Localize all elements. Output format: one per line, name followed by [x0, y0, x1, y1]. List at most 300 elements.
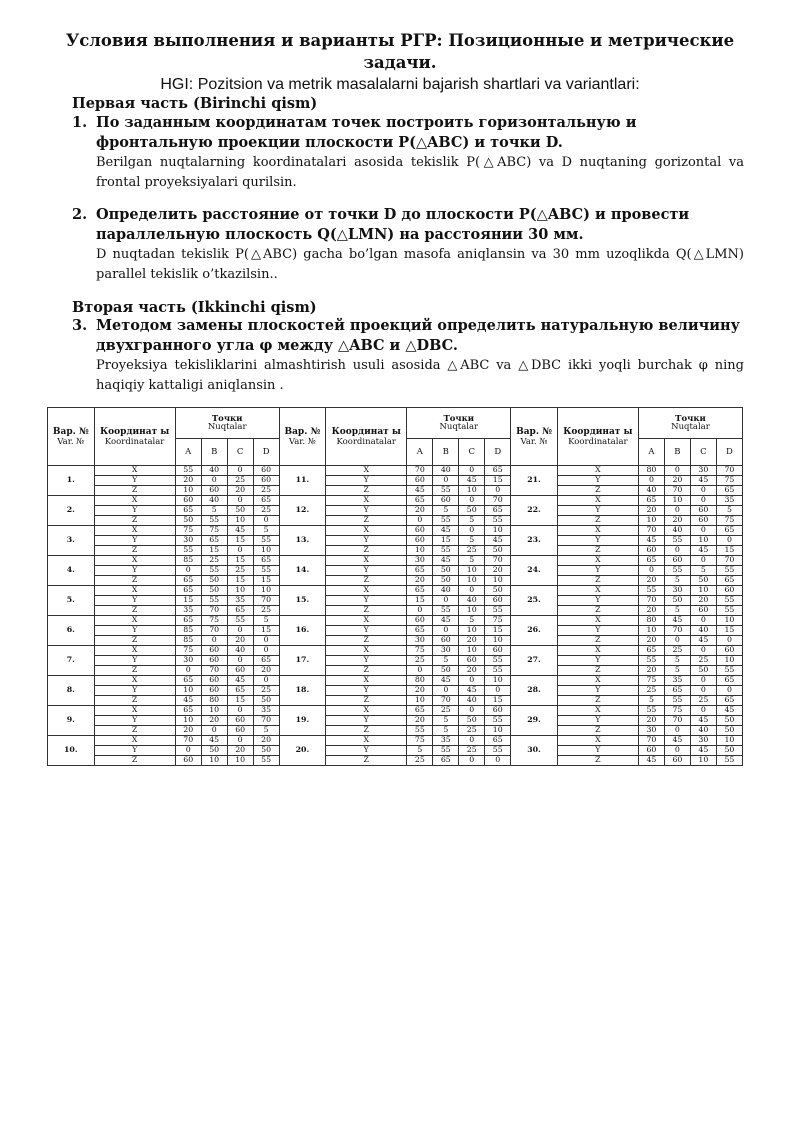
coord-cell: 10 [716, 656, 742, 666]
coord-cell: 0 [690, 706, 716, 716]
coord-cell: 0 [407, 666, 433, 676]
coord-cell: 70 [175, 736, 201, 746]
axis-label: Y [326, 566, 407, 576]
coord-cell: 0 [175, 666, 201, 676]
coord-cell: 60 [201, 686, 227, 696]
coord-cell: 60 [201, 486, 227, 496]
coord-cell: 35 [716, 496, 742, 506]
coord-cell: 65 [433, 756, 459, 766]
coord-cell: 70 [716, 466, 742, 476]
coord-cell: 60 [485, 646, 511, 656]
coord-cell: 40 [201, 466, 227, 476]
coord-cell: 10 [716, 616, 742, 626]
coord-cell: 10 [664, 496, 690, 506]
coord-cell: 50 [433, 576, 459, 586]
header-point-col: A [638, 439, 664, 466]
coord-cell: 0 [485, 686, 511, 696]
coord-cell: 55 [485, 716, 511, 726]
coord-cell: 15 [407, 596, 433, 606]
task-number: 2. [72, 206, 88, 223]
coord-cell: 80 [201, 696, 227, 706]
coord-cell: 15 [227, 696, 253, 706]
coord-cell: 85 [175, 626, 201, 636]
coord-cell: 25 [407, 656, 433, 666]
axis-label: X [94, 496, 175, 506]
coord-cell: 0 [253, 636, 279, 646]
coord-cell: 70 [638, 736, 664, 746]
coord-cell: 5 [433, 656, 459, 666]
coord-cell: 45 [175, 696, 201, 706]
coord-cell: 55 [253, 566, 279, 576]
task-text-ru: По заданным координатам точек построить горизонтальную и фронтальную проекции плоскости P(△ABC) и точки D. [96, 114, 637, 151]
coord-cell: 45 [459, 476, 485, 486]
coord-cell: 60 [407, 526, 433, 536]
task-text-uz: Berilgan nuqtalarning koordinatalari asosida tekislik P(△ABC) va D nuqtaning gorizontal va frontal proyeksiyalari qurilsin. [96, 155, 744, 190]
task-text-uz: D nuqtadan tekislik P(△ABC) gacha bo’lgan masofa aniqlansin va 30 mm uzoqlikda Q(△LMN) parallel tekislik o’tkazilsin.. [96, 247, 744, 282]
coord-cell: 60 [638, 746, 664, 756]
variant-number: 28. [511, 676, 558, 706]
coord-cell: 45 [690, 716, 716, 726]
coord-cell: 20 [175, 726, 201, 736]
coord-cell: 60 [664, 556, 690, 566]
coord-cell: 60 [664, 756, 690, 766]
coord-cell: 45 [638, 536, 664, 546]
coord-cell: 45 [690, 636, 716, 646]
coord-cell: 5 [716, 506, 742, 516]
coord-cell: 45 [485, 536, 511, 546]
coord-cell: 65 [485, 506, 511, 516]
coord-cell: 15 [716, 546, 742, 556]
coord-cell: 35 [175, 606, 201, 616]
coord-cell: 65 [175, 616, 201, 626]
coord-cell: 45 [407, 486, 433, 496]
coord-cell: 65 [407, 626, 433, 636]
coord-cell: 55 [433, 606, 459, 616]
coord-cell: 55 [253, 756, 279, 766]
coord-cell: 20 [407, 686, 433, 696]
coord-cell: 60 [485, 706, 511, 716]
coord-cell: 10 [638, 626, 664, 636]
variant-number: 1. [48, 466, 95, 496]
axis-label: X [326, 556, 407, 566]
coord-cell: 5 [459, 536, 485, 546]
variant-number: 24. [511, 556, 558, 586]
variants-table [47, 407, 743, 766]
coord-cell: 10 [201, 756, 227, 766]
axis-label: Y [557, 536, 638, 546]
coord-cell: 55 [433, 486, 459, 496]
coord-cell: 70 [664, 486, 690, 496]
coord-cell: 55 [716, 566, 742, 576]
coord-cell: 30 [175, 656, 201, 666]
coord-cell: 55 [433, 546, 459, 556]
variant-number: 10. [48, 736, 95, 766]
coord-cell: 60 [227, 716, 253, 726]
axis-label: X [94, 556, 175, 566]
coord-cell: 60 [690, 506, 716, 516]
axis-label: Z [326, 486, 407, 496]
header-points: Точки Nuqtalar [407, 408, 511, 439]
coord-cell: 45 [201, 736, 227, 746]
coord-cell: 10 [485, 726, 511, 736]
coord-cell: 45 [690, 746, 716, 756]
coord-cell: 0 [227, 706, 253, 716]
coord-cell: 50 [716, 726, 742, 736]
coord-cell: 15 [485, 476, 511, 486]
coord-cell: 75 [716, 516, 742, 526]
header-point-col: D [485, 439, 511, 466]
coord-cell: 10 [690, 536, 716, 546]
coord-cell: 10 [175, 716, 201, 726]
coord-cell: 60 [407, 616, 433, 626]
variant-number: 18. [279, 676, 326, 706]
coord-cell: 55 [716, 666, 742, 676]
variant-number: 17. [279, 646, 326, 676]
coord-cell: 5 [433, 726, 459, 736]
coord-cell: 75 [407, 646, 433, 656]
coord-cell: 0 [459, 586, 485, 596]
axis-label: Z [557, 486, 638, 496]
coord-cell: 60 [407, 476, 433, 486]
axis-label: Y [557, 566, 638, 576]
coord-cell: 70 [253, 596, 279, 606]
coord-cell: 0 [690, 526, 716, 536]
axis-label: X [326, 676, 407, 686]
coord-cell: 40 [433, 466, 459, 476]
coord-cell: 0 [690, 686, 716, 696]
variant-number: 29. [511, 706, 558, 736]
coord-cell: 75 [201, 616, 227, 626]
coord-cell: 55 [175, 546, 201, 556]
coord-cell: 70 [201, 606, 227, 616]
coord-cell: 30 [690, 736, 716, 746]
axis-label: Z [557, 636, 638, 646]
coord-cell: 85 [175, 636, 201, 646]
axis-label: X [326, 646, 407, 656]
coord-cell: 15 [253, 576, 279, 586]
axis-label: Z [326, 636, 407, 646]
coord-cell: 10 [407, 696, 433, 706]
axis-label: Z [326, 666, 407, 676]
coord-cell: 55 [485, 746, 511, 756]
coord-cell: 0 [485, 486, 511, 496]
coord-cell: 5 [459, 516, 485, 526]
variant-number: 4. [48, 556, 95, 586]
coord-cell: 55 [433, 746, 459, 756]
coord-cell: 25 [201, 556, 227, 566]
coord-cell: 5 [433, 716, 459, 726]
coord-cell: 40 [690, 626, 716, 636]
axis-label: Y [94, 686, 175, 696]
coord-cell: 0 [690, 646, 716, 656]
axis-label: X [326, 466, 407, 476]
coord-cell: 50 [690, 576, 716, 586]
header-variant: Вар. № Var. № [48, 408, 95, 466]
coord-cell: 30 [407, 556, 433, 566]
axis-label: X [326, 706, 407, 716]
task-1 [72, 113, 744, 193]
task-text-uz: Proyeksiya tekisliklarini almashtirish usuli asosida △ABC va △DBC ikki yoqli burchak φ ning haqiqiy kattaligi aniqlansin . [96, 358, 744, 393]
coord-cell: 55 [227, 616, 253, 626]
axis-label: Z [557, 666, 638, 676]
coord-cell: 0 [690, 616, 716, 626]
coord-cell: 40 [664, 526, 690, 536]
coord-cell: 0 [459, 736, 485, 746]
axis-label: Z [94, 726, 175, 736]
coord-cell: 45 [716, 706, 742, 716]
axis-label: X [94, 616, 175, 626]
coord-cell: 0 [407, 606, 433, 616]
axis-label: X [94, 676, 175, 686]
coord-cell: 60 [433, 496, 459, 506]
coord-cell: 40 [433, 586, 459, 596]
coord-cell: 50 [716, 746, 742, 756]
coord-cell: 45 [433, 556, 459, 566]
coord-cell: 20 [638, 716, 664, 726]
axis-label: Z [326, 756, 407, 766]
coord-cell: 70 [664, 716, 690, 726]
axis-label: Y [326, 476, 407, 486]
coord-cell: 10 [253, 586, 279, 596]
coord-cell: 70 [201, 666, 227, 676]
variant-number: 14. [279, 556, 326, 586]
coord-cell: 0 [433, 686, 459, 696]
coord-cell: 65 [407, 706, 433, 716]
coord-cell: 35 [253, 706, 279, 716]
coord-cell: 0 [459, 756, 485, 766]
coord-cell: 70 [253, 716, 279, 726]
axis-label: Y [326, 656, 407, 666]
coord-cell: 65 [716, 696, 742, 706]
coord-cell: 25 [227, 566, 253, 576]
axis-label: Y [326, 536, 407, 546]
axis-label: X [326, 616, 407, 626]
variant-number: 23. [511, 526, 558, 556]
coord-cell: 60 [175, 496, 201, 506]
variant-number: 7. [48, 646, 95, 676]
coord-cell: 40 [638, 486, 664, 496]
axis-label: Y [326, 626, 407, 636]
axis-label: Y [94, 746, 175, 756]
coord-cell: 70 [407, 466, 433, 476]
coord-cell: 10 [459, 566, 485, 576]
axis-label: Y [94, 716, 175, 726]
axis-label: Y [557, 596, 638, 606]
coord-cell: 0 [433, 476, 459, 486]
coord-cell: 0 [664, 546, 690, 556]
axis-label: Z [94, 606, 175, 616]
coord-cell: 0 [690, 556, 716, 566]
coord-cell: 0 [716, 636, 742, 646]
coord-cell: 55 [664, 536, 690, 546]
header-coordinates: Координат ы Koordinatalar [326, 408, 407, 466]
coord-cell: 70 [433, 696, 459, 706]
variant-number: 11. [279, 466, 326, 496]
coord-cell: 60 [433, 636, 459, 646]
axis-label: Z [557, 576, 638, 586]
coord-cell: 10 [485, 526, 511, 536]
axis-label: Z [557, 726, 638, 736]
coord-cell: 75 [175, 646, 201, 656]
coord-cell: 5 [690, 566, 716, 576]
page-title: Условия выполнения и варианты РГР: Позиционные и метрические задачи. [65, 31, 735, 72]
coord-cell: 10 [485, 636, 511, 646]
header-point-col: D [253, 439, 279, 466]
axis-label: Z [94, 756, 175, 766]
coord-cell: 15 [253, 626, 279, 636]
coord-cell: 0 [485, 756, 511, 766]
axis-label: X [557, 586, 638, 596]
coord-cell: 20 [638, 666, 664, 676]
coord-cell: 65 [175, 586, 201, 596]
coord-cell: 15 [716, 626, 742, 636]
coord-cell: 15 [433, 536, 459, 546]
coord-cell: 10 [459, 646, 485, 656]
coord-cell: 35 [664, 676, 690, 686]
coord-cell: 70 [485, 556, 511, 566]
coord-cell: 75 [201, 526, 227, 536]
coord-cell: 35 [227, 596, 253, 606]
coord-cell: 0 [664, 746, 690, 756]
axis-label: X [94, 526, 175, 536]
axis-label: Y [326, 716, 407, 726]
coord-cell: 25 [664, 646, 690, 656]
coord-cell: 55 [716, 756, 742, 766]
variant-number: 8. [48, 676, 95, 706]
coord-cell: 20 [459, 666, 485, 676]
coord-cell: 60 [175, 756, 201, 766]
header-point-col: A [175, 439, 201, 466]
coord-cell: 55 [485, 516, 511, 526]
variant-number: 15. [279, 586, 326, 616]
coord-cell: 30 [407, 636, 433, 646]
coord-cell: 20 [227, 746, 253, 756]
coord-cell: 80 [407, 676, 433, 686]
coord-cell: 40 [459, 596, 485, 606]
coord-cell: 5 [459, 556, 485, 566]
coord-cell: 25 [638, 686, 664, 696]
task-2 [72, 205, 744, 285]
coord-cell: 55 [716, 606, 742, 616]
coord-cell: 85 [175, 556, 201, 566]
coord-cell: 20 [253, 666, 279, 676]
coord-cell: 60 [407, 536, 433, 546]
coord-cell: 0 [433, 596, 459, 606]
coord-cell: 0 [459, 706, 485, 716]
axis-label: Y [557, 686, 638, 696]
coord-cell: 10 [175, 486, 201, 496]
coord-cell: 55 [638, 656, 664, 666]
coord-cell: 65 [664, 686, 690, 696]
axis-label: Z [326, 606, 407, 616]
axis-label: Z [94, 486, 175, 496]
coord-cell: 10 [201, 706, 227, 716]
header-point-col: C [227, 439, 253, 466]
coord-cell: 30 [638, 726, 664, 736]
axis-label: Z [94, 636, 175, 646]
coord-cell: 65 [407, 566, 433, 576]
coord-cell: 70 [664, 626, 690, 636]
axis-label: X [557, 556, 638, 566]
variant-number: 9. [48, 706, 95, 736]
coord-cell: 0 [227, 656, 253, 666]
coord-cell: 65 [407, 586, 433, 596]
coord-cell: 75 [716, 476, 742, 486]
coord-cell: 15 [485, 696, 511, 706]
axis-label: Y [557, 656, 638, 666]
coord-cell: 0 [175, 746, 201, 756]
coord-cell: 10 [253, 546, 279, 556]
coord-cell: 10 [407, 546, 433, 556]
coord-cell: 15 [175, 596, 201, 606]
variant-number: 20. [279, 736, 326, 766]
coord-cell: 20 [459, 636, 485, 646]
coord-cell: 60 [201, 646, 227, 656]
coord-cell: 50 [201, 586, 227, 596]
coord-cell: 50 [485, 546, 511, 556]
coord-cell: 10 [638, 516, 664, 526]
header-point-col: A [407, 439, 433, 466]
coord-cell: 50 [253, 746, 279, 756]
coord-cell: 0 [664, 466, 690, 476]
coord-cell: 20 [407, 506, 433, 516]
coord-cell: 5 [664, 656, 690, 666]
axis-label: Z [557, 756, 638, 766]
task-text-ru: Определить расстояние от точки D до плоскости P(△ABC) и провести параллельную плоскость Q(△LMN) на расстоянии 30 мм. [96, 206, 690, 243]
coord-cell: 55 [664, 566, 690, 576]
coord-cell: 60 [485, 596, 511, 606]
axis-label: Z [326, 546, 407, 556]
coord-cell: 45 [433, 676, 459, 686]
axis-label: X [557, 676, 638, 686]
coord-cell: 5 [664, 576, 690, 586]
axis-label: Y [326, 686, 407, 696]
axis-label: Y [94, 476, 175, 486]
axis-label: Y [326, 746, 407, 756]
coord-cell: 65 [253, 656, 279, 666]
coord-cell: 55 [485, 606, 511, 616]
coord-cell: 75 [638, 676, 664, 686]
page-subtitle: HGI: Pozitsion va metrik masalalarni bajarish shartlari va variantlari: [160, 76, 640, 93]
axis-label: X [326, 526, 407, 536]
variant-number: 13. [279, 526, 326, 556]
variant-number: 5. [48, 586, 95, 616]
coord-cell: 50 [459, 716, 485, 726]
variant-number: 3. [48, 526, 95, 556]
axis-label: X [326, 496, 407, 506]
axis-label: X [94, 646, 175, 656]
header-point-col: B [201, 439, 227, 466]
coord-cell: 55 [201, 516, 227, 526]
coord-cell: 5 [459, 616, 485, 626]
coord-cell: 65 [175, 506, 201, 516]
axis-label: X [557, 466, 638, 476]
coord-cell: 65 [175, 706, 201, 716]
coord-cell: 60 [690, 606, 716, 616]
axis-label: X [557, 706, 638, 716]
coord-cell: 80 [638, 616, 664, 626]
coord-cell: 20 [227, 636, 253, 646]
header-coordinates: Координат ы Koordinatalar [557, 408, 638, 466]
coord-cell: 0 [664, 506, 690, 516]
coord-cell: 40 [227, 646, 253, 656]
coord-cell: 0 [459, 526, 485, 536]
axis-label: X [94, 736, 175, 746]
coord-cell: 25 [690, 656, 716, 666]
coord-cell: 65 [201, 536, 227, 546]
coord-cell: 70 [716, 556, 742, 566]
axis-label: X [557, 646, 638, 656]
